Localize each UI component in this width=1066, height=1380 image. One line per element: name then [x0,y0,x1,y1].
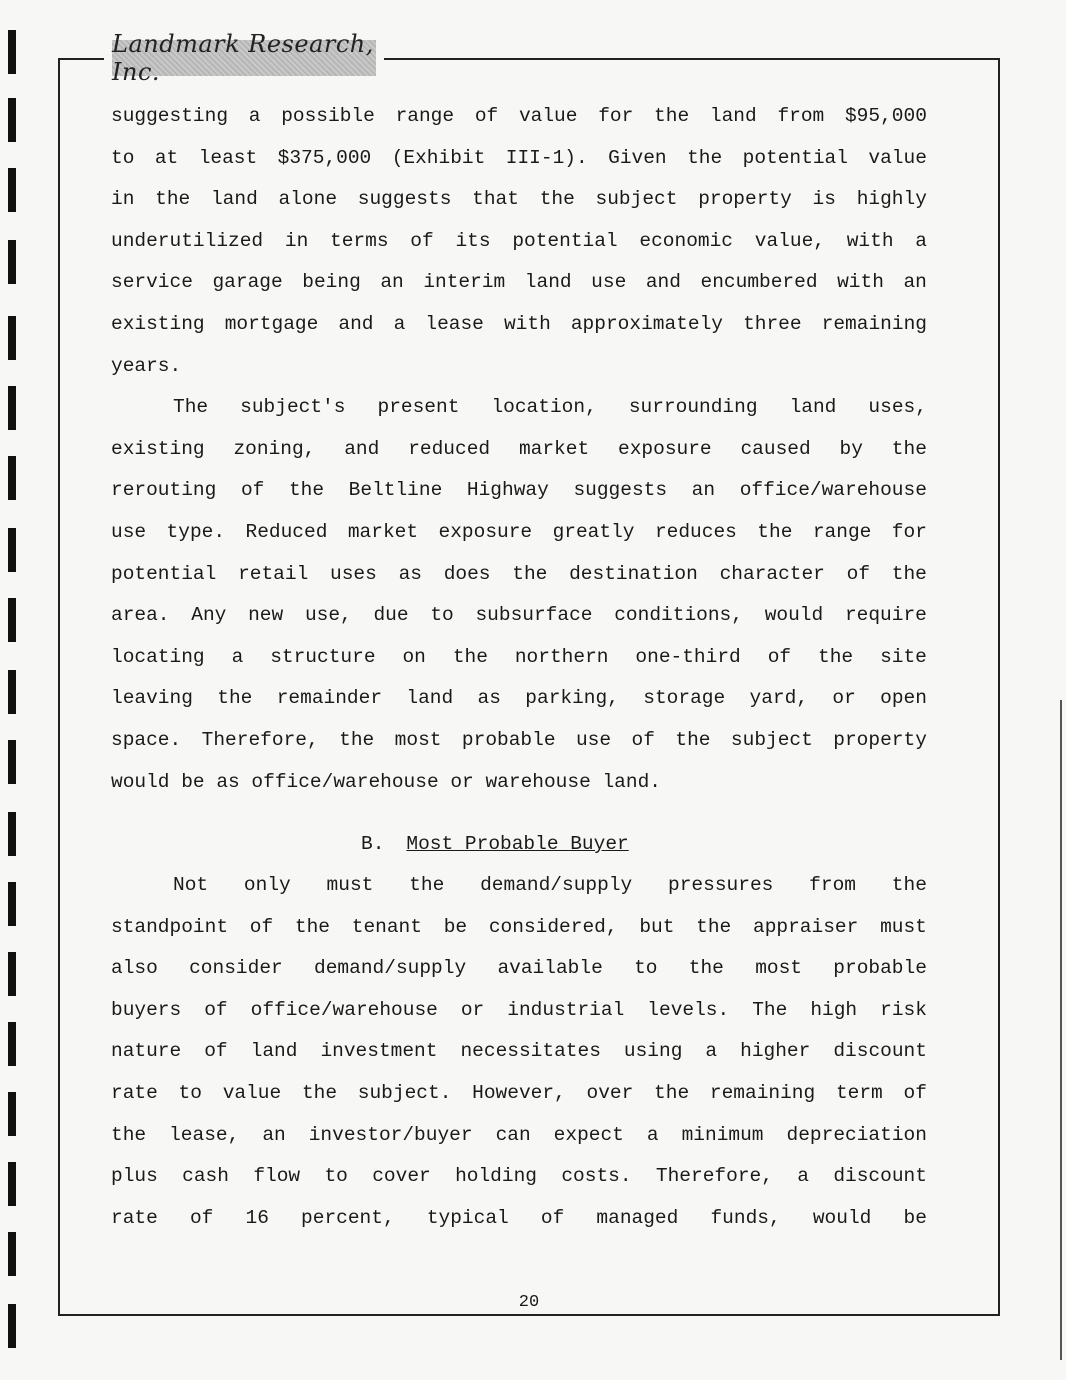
section-heading [111,823,927,865]
text-line: existing mortgage and a lease with approximately three remaining [111,312,927,335]
binding-mark [8,240,16,284]
text-line: nature of land investment necessitates using a higher discount [111,1040,927,1063]
text-line: underutilized in terms of its potential economic value, with a [111,229,927,252]
text-line: locating a structure on the northern one-third of the site [111,645,927,668]
binding-mark [8,30,16,74]
text-line: leaving the remainder land as parking, storage yard, or open [111,687,927,710]
text-line: area. Any new use, due to subsurface conditions, would require [111,604,927,627]
binding-mark [8,316,16,360]
page-edge [1060,700,1062,1360]
text-line: suggesting a possible range of value for the land from $95,000 [111,105,927,127]
paragraph [111,865,927,1239]
binding-mark [8,740,16,784]
text-line: the lease, an investor/buyer can expect a minimum depreciation [111,1123,927,1146]
text-line: Not only must the demand/supply pressures from the [173,874,927,897]
text-line: standpoint of the tenant be considered, but the appraiser must [111,915,927,938]
text-line: use type. Reduced market exposure greatly reduces the range for [111,520,927,543]
logo-text: Landmark Research, Inc. [112,30,374,86]
text-line: The subject's present location, surrounding land uses, [173,396,927,419]
text-line: to at least $375,000 (Exhibit III-1). Given the potential value [111,146,927,169]
text-line: plus cash flow to cover holding costs. Therefore, a discount [111,1165,927,1188]
text-line: space. Therefore, the most probable use of the subject property [111,728,927,751]
text-line: in the land alone suggests that the subject property is highly [111,188,927,211]
paragraph [111,387,927,803]
page-number: 20 [500,1293,558,1312]
text-line: years. [111,354,182,377]
text-line: service garage being an interim land use and encumbered with an [111,271,927,294]
text-line: rerouting of the Beltline Highway suggests an office/warehouse [111,479,927,502]
binding-mark [8,1162,16,1206]
binding-mark [8,386,16,430]
binding-mark [8,952,16,996]
company-logo [112,30,376,86]
binding-mark [8,670,16,714]
binding-mark [8,168,16,212]
paragraph [111,96,927,387]
binding-mark [8,882,16,926]
text-line: rate to value the subject. However, over the remaining term of [111,1082,927,1105]
binding-mark [8,528,16,572]
binding-mark [8,98,16,142]
section-title: Most Probable Buyer [406,833,629,856]
text-line: would be as office/warehouse or warehouse land. [111,770,661,793]
section-letter: B. [361,833,385,856]
document-body [111,96,927,1239]
binding-mark [8,1022,16,1066]
binding-mark [8,1232,16,1276]
binding-mark [8,1304,16,1348]
binding-mark [8,598,16,642]
binding-mark [8,456,16,500]
binding-mark [8,1092,16,1136]
text-line: also consider demand/supply available to the most probable [111,957,927,980]
text-line: rate of 16 percent, typical of managed funds, would be [111,1206,927,1229]
text-line: existing zoning, and reduced market exposure caused by the [111,437,927,460]
text-line: buyers of office/warehouse or industrial levels. The high risk [111,998,927,1021]
text-line: potential retail uses as does the destination character of the [111,562,927,585]
binding-mark [8,812,16,856]
